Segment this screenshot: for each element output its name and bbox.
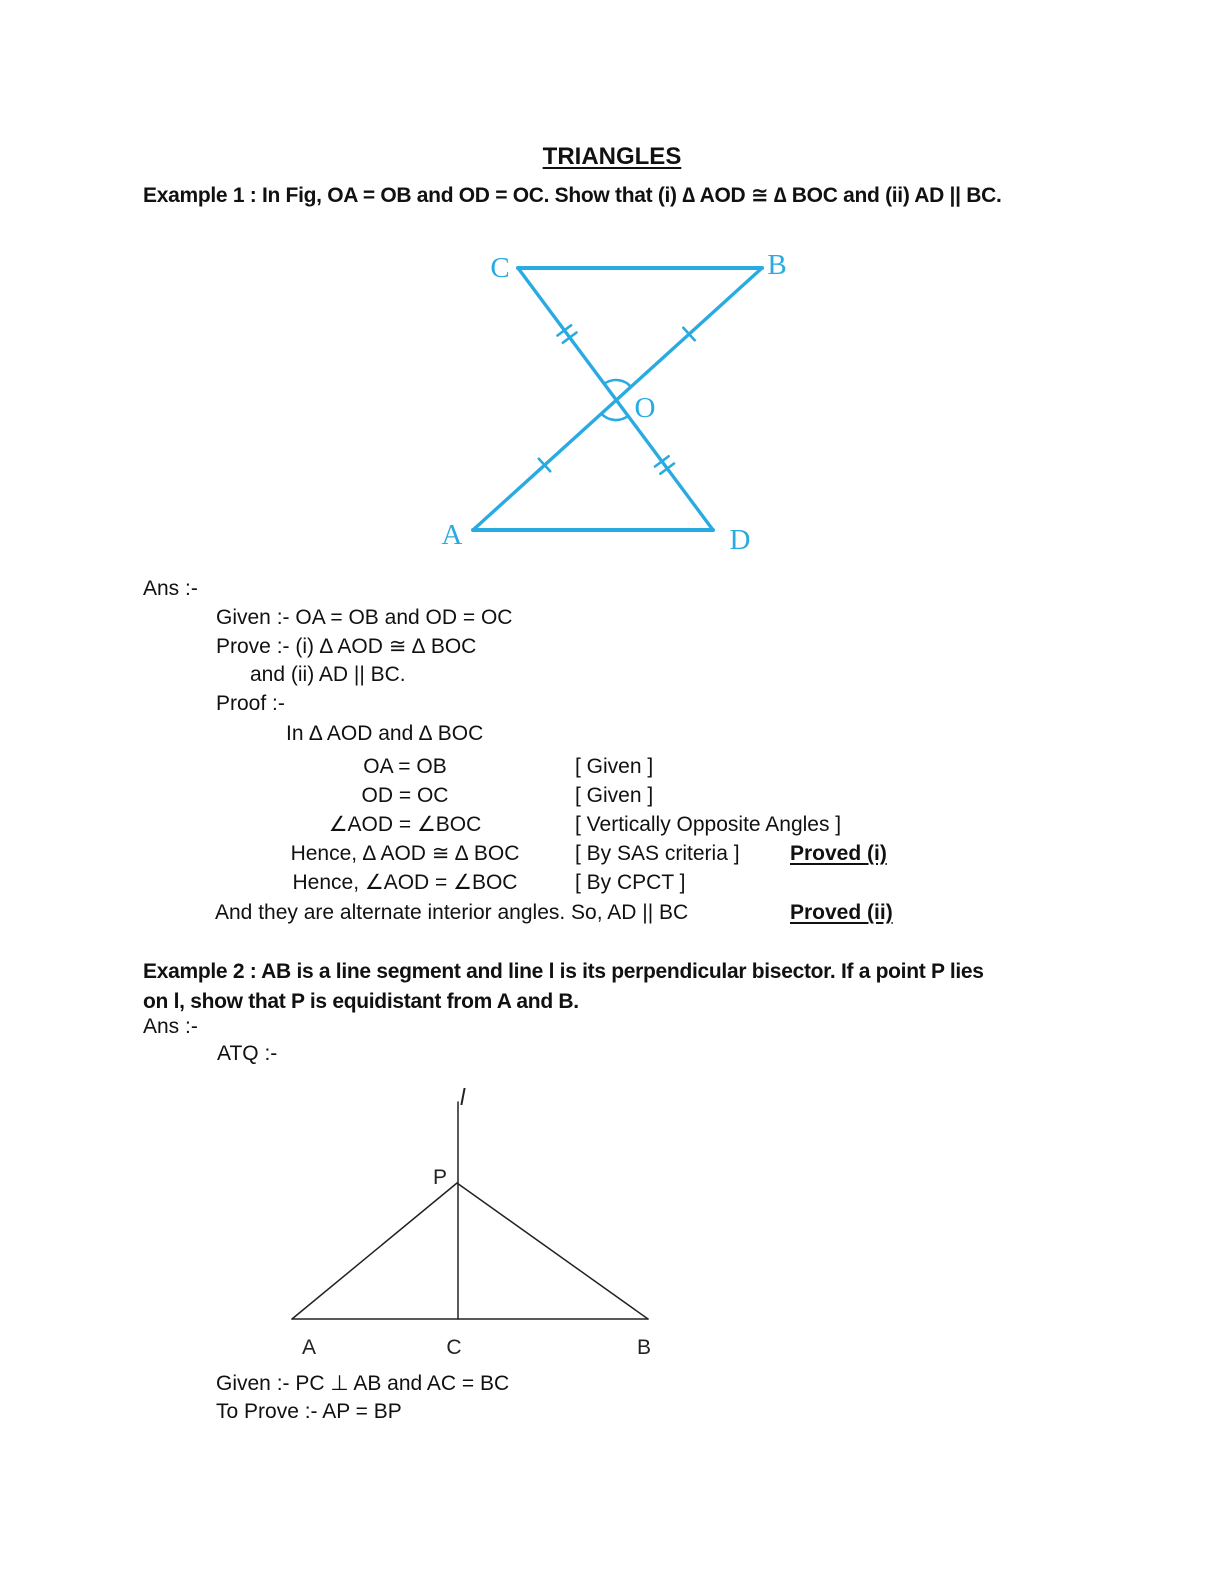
label-P: P [432,1166,448,1189]
figure2-perpendicular-bisector [280,1080,680,1370]
angle-arc-AOD [601,414,628,421]
proof-reason: [ Given ] [575,784,654,807]
label-l: l [460,1084,466,1110]
figure1-lines [473,268,762,530]
proof-statement: OA = OB [363,755,447,778]
example2-heading-line1: Example 2 : AB is a line segment and line l is its perpendicular bisector. If a point P lies [143,960,984,983]
example2-given: Given :- PC ⊥ AB and AC = BC [216,1372,510,1395]
label-A: A [441,519,463,551]
example1-prove-line2: and (ii) AD || BC. [250,663,406,686]
example2-atq-label: ATQ :- [217,1042,278,1065]
segment-BA [473,268,762,530]
proved-ii-note: Proved (ii) [790,901,893,924]
label-C: C [446,1336,462,1359]
example1-heading: Example 1 : In Fig, OA = OB and OD = OC. Show that (i) ∆ AOD ≅ ∆ BOC and (ii) AD || BC. [143,184,1002,207]
label-O: O [634,392,656,424]
example1-conclusion: And they are alternate interior angles. So, AD || BC [215,901,689,924]
proof-statement: Hence, ∆ AOD ≅ ∆ BOC [290,842,520,865]
example1-given: Given :- OA = OB and OD = OC [216,606,513,629]
example2-heading-line2: on l, show that P is equidistant from A and B. [143,990,579,1013]
figure1-crossed-triangles [430,245,800,555]
label-B: B [636,1336,652,1359]
label-D: D [729,524,751,556]
label-A: A [301,1336,317,1359]
example2-ans-label: Ans :- [143,1015,198,1038]
example1-ans-label: Ans :- [143,577,198,600]
example1-proof-intro: In ∆ AOD and ∆ BOC [286,722,484,745]
proof-reason: [ By CPCT ] [575,871,686,894]
example2-to-prove: To Prove :- AP = BP [216,1400,402,1423]
label-C: C [490,252,510,284]
proof-reason: [ Given ] [575,755,654,778]
example1-prove-line1: Prove :- (i) ∆ AOD ≅ ∆ BOC [216,635,477,658]
label-B: B [767,249,787,281]
proof-statement: Hence, ∠AOD = ∠BOC [292,871,518,894]
proof-reason: [ By SAS criteria ] [575,842,740,865]
angle-arc-BOC [604,380,631,387]
segment-PA [292,1183,457,1319]
example1-proof-label: Proof :- [216,692,285,715]
proof-statement: OD = OC [361,784,449,807]
page-title: TRIANGLES [542,143,682,170]
proved-i-note: Proved (i) [790,842,887,865]
proof-statement: ∠AOD = ∠BOC [328,813,482,836]
segment-PB [457,1183,648,1319]
proof-reason: [ Vertically Opposite Angles ] [575,813,842,836]
figure2-lines [292,1102,648,1319]
